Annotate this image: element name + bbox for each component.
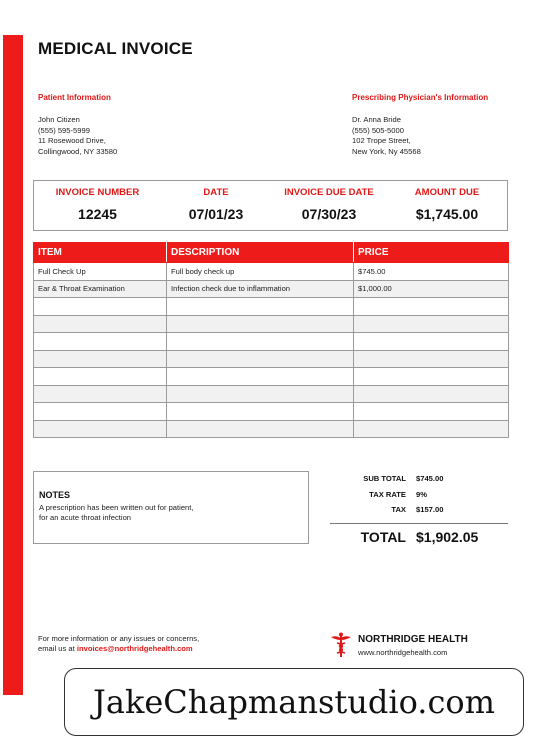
notes-line: A prescription has been written out for patient,: [39, 503, 194, 512]
amount-due-value: $1,745.00: [415, 206, 479, 222]
notes-box: [33, 471, 309, 544]
item-cell: [34, 368, 167, 386]
subtotal-row: [330, 474, 508, 490]
description-cell: [167, 420, 354, 438]
grand-total-row: [330, 524, 508, 548]
table-row: [34, 263, 509, 281]
item-cell: [34, 298, 167, 316]
table-row: [34, 403, 509, 421]
price-cell: [354, 368, 509, 386]
table-row: [34, 315, 509, 333]
price-cell: [354, 333, 509, 351]
description-cell: [167, 385, 354, 403]
physician-info-heading: Prescribing Physician's Information: [352, 93, 489, 102]
column-header-price: PRICE: [354, 243, 509, 263]
item-cell: [34, 385, 167, 403]
patient-phone: (555) 595-5999: [38, 125, 90, 135]
line-items-table: [33, 242, 509, 438]
patient-street: 11 Rosewood Drive,: [38, 136, 106, 146]
notes-heading: NOTES: [39, 490, 71, 500]
contact-line: For more information or any issues or concerns,: [38, 634, 200, 643]
price-cell: $1,000.00: [354, 280, 509, 298]
due-date-label: INVOICE DUE DATE: [284, 187, 374, 198]
description-cell: [167, 368, 354, 386]
item-cell: [34, 333, 167, 351]
description-cell: Infection check due to inflammation: [167, 280, 354, 298]
item-cell: [34, 315, 167, 333]
table-row: [34, 298, 509, 316]
price-cell: [354, 420, 509, 438]
contact-footer: [38, 634, 199, 655]
due-date-value: 07/30/23: [301, 206, 357, 222]
price-cell: [354, 385, 509, 403]
brand-url[interactable]: www.northridgehealth.com: [358, 648, 448, 657]
contact-email-line: [38, 644, 199, 654]
notes-text: [39, 503, 279, 524]
subtotal-value: $745.00: [416, 474, 444, 483]
contact-email-link[interactable]: invoices@northridgehealth.com: [76, 644, 193, 654]
accent-side-bar: [3, 35, 23, 695]
amount-due-cell: [387, 181, 507, 222]
physician-street: 102 Trope Street,: [352, 136, 411, 146]
contact-email-prefix: email us at: [38, 644, 77, 654]
item-cell: [34, 350, 167, 368]
table-row: [34, 368, 509, 386]
item-cell: [34, 420, 167, 438]
table-row: [34, 280, 509, 298]
tax-rate-row: [330, 490, 508, 506]
column-header-item: ITEM: [34, 243, 167, 263]
notes-line: for an acute throat infection: [39, 513, 132, 523]
patient-address-block: [38, 115, 117, 157]
table-row: [34, 420, 509, 438]
watermark-banner: JakeChapmanstudio.com: [64, 668, 524, 736]
patient-name: John Citizen: [38, 115, 80, 124]
price-cell: $745.00: [354, 263, 509, 281]
patient-city: Collingwood, NY 33580: [38, 146, 118, 156]
item-cell: Full Check Up: [34, 263, 167, 281]
physician-city: New York, Ny 45568: [352, 146, 421, 156]
item-cell: [34, 403, 167, 421]
price-cell: [354, 315, 509, 333]
physician-name: Dr. Anna Bride: [352, 115, 401, 124]
description-cell: [167, 298, 354, 316]
tax-label: TAX: [391, 505, 406, 514]
total-value: $1,902.05: [416, 528, 479, 545]
caduceus-icon: [330, 632, 352, 658]
physician-phone: (555) 505-5000: [352, 125, 404, 135]
tax-rate-label: TAX RATE: [369, 489, 406, 499]
invoice-date-value: 07/01/23: [188, 206, 244, 222]
brand-name: NORTHRIDGE HEALTH: [358, 634, 468, 645]
description-cell: [167, 333, 354, 351]
table-row: [34, 350, 509, 368]
physician-address-block: [352, 115, 421, 157]
amount-due-label: AMOUNT DUE: [414, 187, 480, 198]
tax-rate-value: 9%: [416, 489, 427, 499]
price-cell: [354, 298, 509, 316]
invoice-number-label: INVOICE NUMBER: [55, 187, 140, 198]
column-header-description: DESCRIPTION: [167, 243, 354, 263]
tax-row: [330, 505, 508, 521]
table-row: [34, 385, 509, 403]
table-row: [34, 333, 509, 351]
description-cell: [167, 403, 354, 421]
invoice-number-cell: [34, 181, 161, 222]
price-cell: [354, 350, 509, 368]
invoice-date-cell: [161, 181, 271, 222]
description-cell: [167, 315, 354, 333]
item-cell: Ear & Throat Examination: [34, 280, 167, 298]
due-date-cell: [271, 181, 387, 222]
document-title: MEDICAL INVOICE: [38, 39, 193, 58]
price-cell: [354, 403, 509, 421]
subtotal-label: SUB TOTAL: [363, 474, 406, 483]
invoice-date-label: DATE: [203, 187, 229, 198]
invoice-summary-box: [33, 180, 508, 231]
tax-value: $157.00: [416, 505, 444, 514]
description-cell: [167, 350, 354, 368]
total-label: TOTAL: [360, 528, 406, 545]
description-cell: Full body check up: [167, 263, 354, 281]
invoice-number-value: 12245: [78, 206, 117, 222]
patient-info-heading: Patient Information: [38, 93, 111, 102]
totals-block: [330, 474, 508, 548]
table-header-row: [34, 243, 509, 263]
